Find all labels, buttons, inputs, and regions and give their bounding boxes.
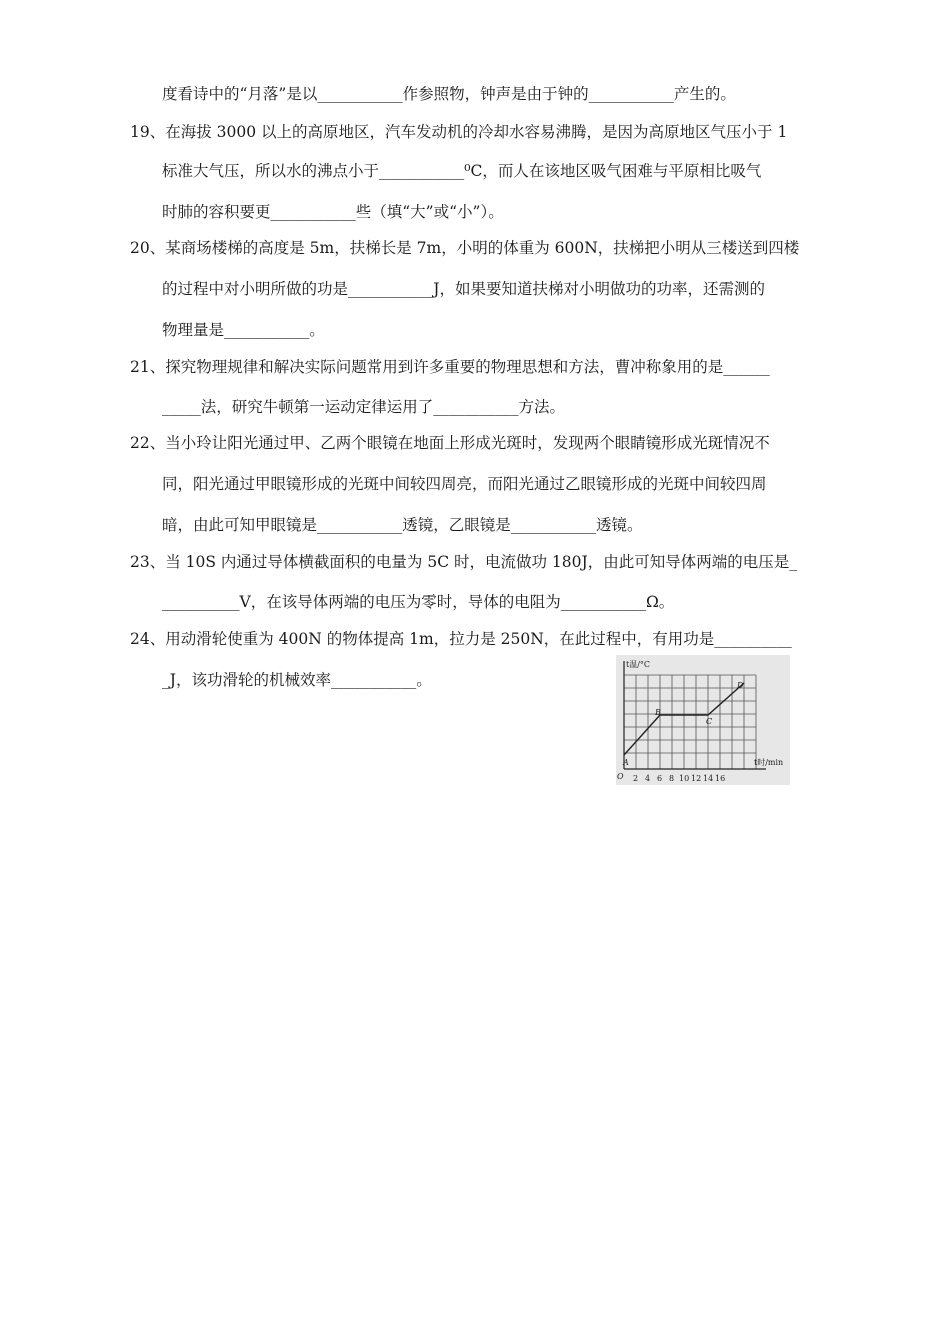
temperature-time-graph xyxy=(616,655,790,785)
q18-continued-line: 度看诗中的“月落”是以___________作参照物，钟声是由于钟的___________产生的。 xyxy=(162,85,736,103)
x-tick-label: 2 xyxy=(633,774,639,783)
q21-line-2: _____法，研究牛顿第一运动定律运用了___________方法。 xyxy=(162,398,566,416)
q19-line-2: 标准大气压，所以水的沸点小于___________⁰C，而人在该地区吸气困难与平原相比吸气 xyxy=(162,162,762,180)
q19-line-3: 时肺的容积要更___________些（填“大”或“小”）。 xyxy=(162,203,504,221)
point-label-a: A xyxy=(623,758,629,767)
x-tick-label: 10 xyxy=(679,774,690,783)
x-tick-label: 8 xyxy=(669,774,675,783)
q21-line-1: 21、探究物理规律和解决实际问题常用到许多重要的物理思想和方法，曹冲称象用的是______ xyxy=(130,358,770,376)
q20-line-1: 20、某商场楼梯的高度是 5m，扶梯长是 7m，小明的体重为 600N，扶梯把小明从三楼送到四楼 xyxy=(130,239,800,257)
x-axis-label: t时/min xyxy=(754,758,784,767)
q20-line-2: 的过程中对小明所做的功是___________J，如果要知道扶梯对小明做功的功率，还需测的 xyxy=(162,280,765,298)
q24-line-2: _J，该功滑轮的机械效率___________。 xyxy=(162,671,432,689)
x-tick-label: 12 xyxy=(691,774,702,783)
q22-line-2: 同，阳光通过甲眼镜形成的光斑中间较四周亮，而阳光通过乙眼镜形成的光斑中间较四周 xyxy=(162,475,767,493)
x-tick-label: 14 xyxy=(703,774,714,783)
point-label-b: B xyxy=(655,708,661,717)
y-axis-label: t温/°C xyxy=(626,660,651,669)
origin-label: O xyxy=(617,772,624,781)
x-tick-label: 4 xyxy=(645,774,651,783)
point-label-c: C xyxy=(706,717,713,726)
q24-line-1: 24、用动滑轮使重为 400N 的物体提高 1m，拉力是 250N，在此过程中，有用功是__________ xyxy=(130,630,792,648)
q22-line-3: 暗，由此可知甲眼镜是___________透镜，乙眼镜是___________透镜。 xyxy=(162,516,643,534)
q23-line-2: __________V，在该导体两端的电压为零时，导体的电阻为___________Ω。 xyxy=(162,593,675,611)
q23-line-1: 23、当 10S 内通过导体横截面积的电量为 5C 时，电流做功 180J，由此可知导体两端的电压是_ xyxy=(130,553,797,571)
point-label-d: D xyxy=(737,681,744,690)
q22-line-1: 22、当小玲让阳光通过甲、乙两个眼镜在地面上形成光斑时，发现两个眼睛镜形成光斑情况不 xyxy=(130,434,770,452)
x-tick-label: 6 xyxy=(657,774,663,783)
q20-line-3: 物理量是___________。 xyxy=(162,321,325,339)
q19-line-1: 19、在海拔 3000 以上的高原地区，汽车发动机的冷却水容易沸腾，是因为高原地区气压小于 1 xyxy=(130,123,788,141)
x-tick-label: 16 xyxy=(715,774,726,783)
